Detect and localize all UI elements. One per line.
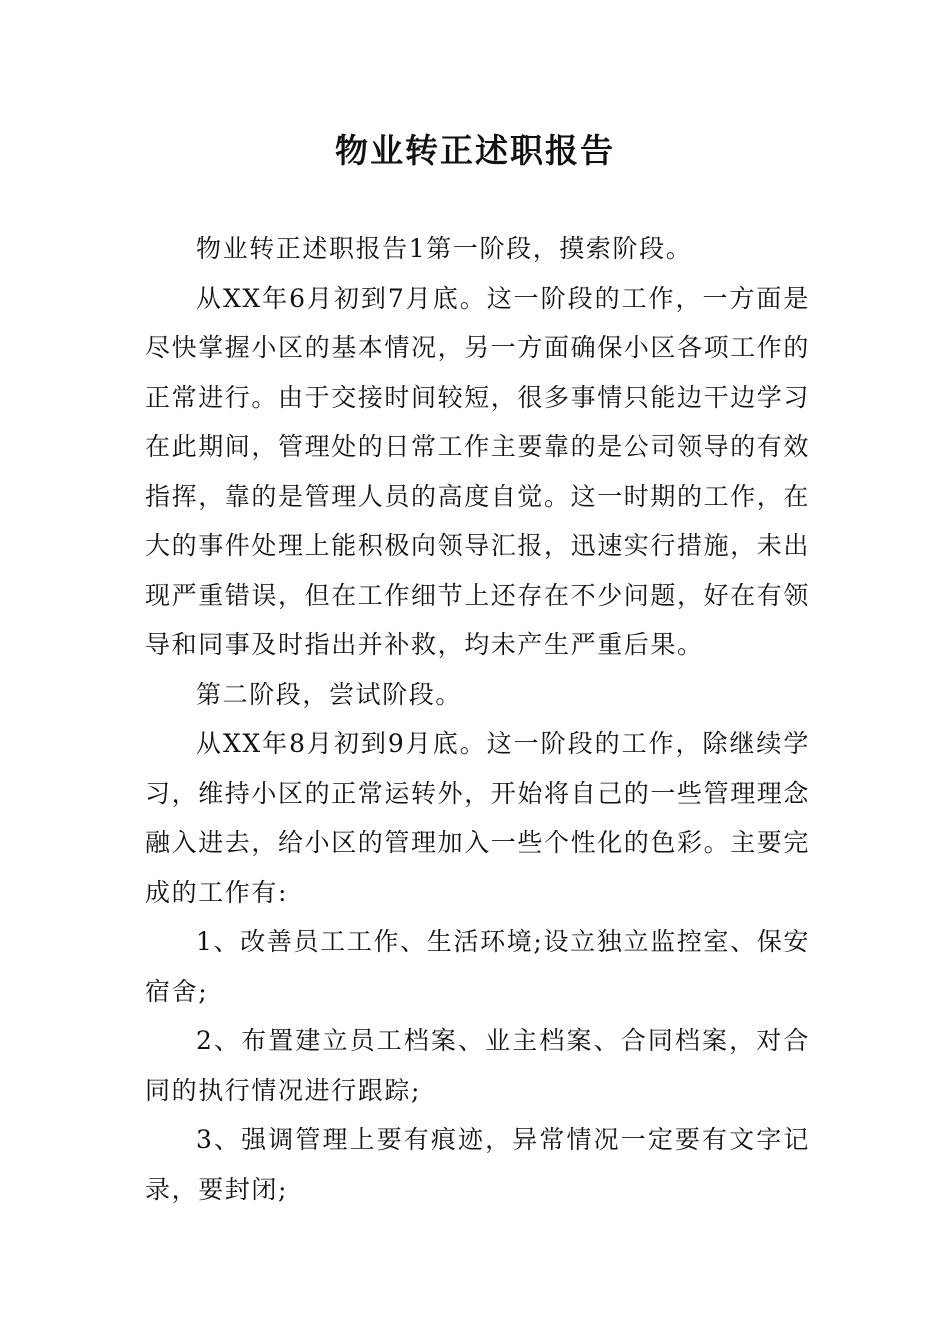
paragraph-stage-one-detail: 从XX年6月初到7月底。这一阶段的工作，一方面是尽快掌握小区的基本情况，另一方面确保小区各项工作的正常进行。由于交接时间较短，很多事情只能边干边学习在此期间，管理处的日常工作主要靠的是公司领导的有效指挥，靠的是管理人员的高度自觉。这一时期的工作，在大的事件处理上能积极向领导汇报，迅速实行措施，未出现严重错误，但在工作细节上还存在不少问题，好在有领导和同事及时指出并补救，均未产生严重后果。	[145, 283, 811, 659]
list-item-3: 3、强调管理上要有痕迹，异常情况一定要有文字记录，要封闭;	[145, 1125, 810, 1204]
paragraph-stage-two-heading: 第二阶段，尝试阶段。	[196, 679, 463, 709]
document-title: 物业转正述职报告	[335, 131, 615, 170]
paragraph-stage-two-detail: 从XX年8月初到9月底。这一阶段的工作，除继续学习，维持小区的正常运转外，开始将自己的一些管理理念融入进去，给小区的管理加入一些个性化的色彩。主要完成的工作有:	[145, 729, 811, 907]
paragraph-stage-one-heading: 物业转正述职报告1第一阶段，摸索阶段。	[196, 234, 693, 263]
document-body	[145, 224, 810, 1214]
list-item-2: 2、布置建立员工档案、业主档案、合同档案，对合同的执行情况进行跟踪;	[145, 1026, 810, 1105]
list-item-1: 1、改善员工工作、生活环境;设立独立监控室、保安宿舍;	[145, 927, 810, 1006]
